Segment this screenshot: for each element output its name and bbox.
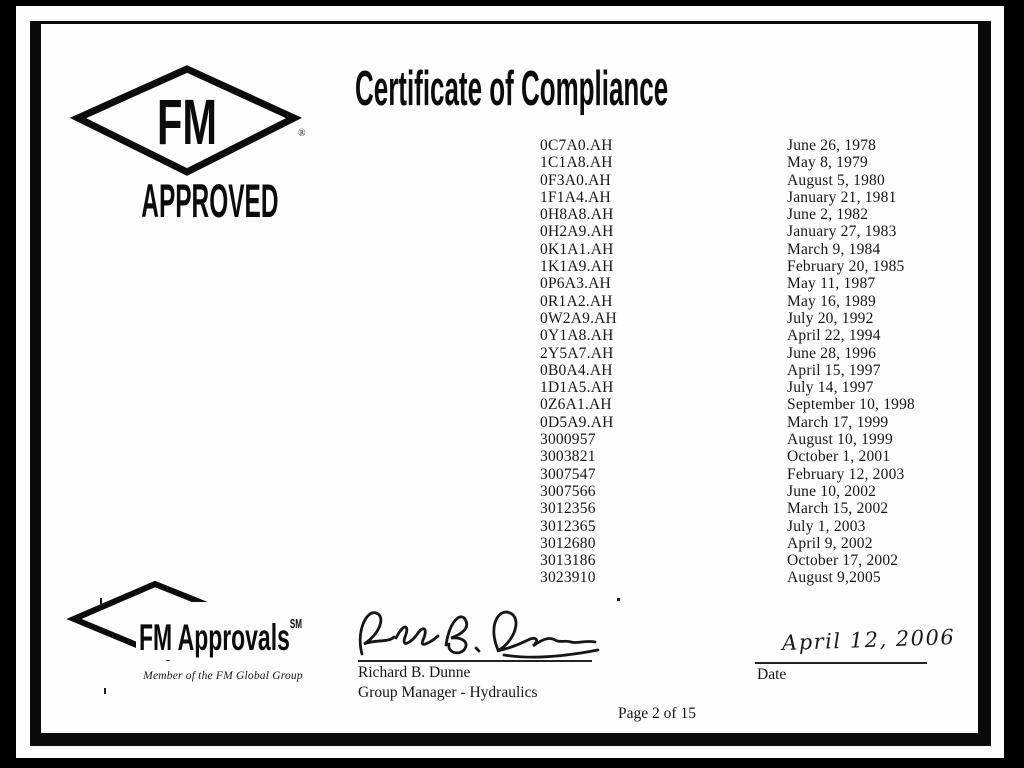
certificate-id: 3003821 — [540, 448, 596, 466]
certificate-date: August 9,2005 — [787, 569, 881, 587]
certificate-row — [540, 431, 915, 448]
certificate-row — [540, 362, 915, 379]
certificate-id: 3012356 — [540, 500, 596, 518]
certificate-date: June 28, 1996 — [787, 344, 877, 362]
certificate-id: 0H2A9.AH — [540, 223, 614, 241]
certificate-row — [540, 379, 915, 396]
certificate-row — [540, 223, 915, 240]
certificate-id: 0P6A3.AH — [540, 275, 611, 293]
signer-role: Group Manager - Hydraulics — [358, 684, 538, 701]
certificate-row — [540, 518, 915, 535]
certificate-date: October 17, 2002 — [787, 552, 899, 570]
page-title: Certificate of Compliance — [355, 62, 669, 116]
certificate-row — [540, 414, 915, 431]
approved-label-wrap — [78, 174, 308, 227]
certificate-row — [540, 345, 915, 362]
page-title-wrap — [355, 62, 946, 116]
certificate-date: September 10, 1998 — [787, 396, 916, 414]
certificate-date: August 5, 1980 — [787, 171, 885, 189]
scan-speck — [104, 688, 106, 694]
certificate-row — [540, 241, 915, 258]
certificate-row — [540, 569, 915, 586]
certificate-id: 1K1A9.AH — [540, 258, 614, 276]
compliance-list — [540, 137, 915, 587]
certificate-row — [540, 275, 915, 292]
certificate-date: May 8, 1979 — [787, 154, 868, 172]
scan-speck — [617, 598, 620, 601]
certificate-date: March 17, 1999 — [787, 413, 889, 431]
fm-global-tagline: Member of the FM Global Group — [143, 670, 303, 682]
date-label: Date — [757, 666, 787, 683]
certificate-date: April 9, 2002 — [787, 534, 873, 552]
certificate-date: January 27, 1983 — [787, 223, 897, 241]
certificate-id: 1F1A4.AH — [540, 188, 611, 206]
certificate-row — [540, 327, 915, 344]
scan-speck — [100, 598, 102, 604]
certificate-id: 0C7A0.AH — [540, 137, 613, 154]
approved-label: APPROVED — [141, 174, 279, 227]
fm-logo-text: FM — [157, 86, 217, 158]
certificate-date: July 20, 1992 — [787, 309, 874, 327]
certificate-date: July 14, 1997 — [787, 379, 874, 397]
fm-approved-logo — [70, 64, 310, 180]
certificate-id: 3012365 — [540, 517, 596, 535]
certificate-date: May 11, 1987 — [787, 275, 876, 293]
certificate-row — [540, 258, 915, 275]
fm-approvals-wordmark — [139, 604, 302, 658]
certificate-id: 0Z6A1.AH — [540, 396, 612, 414]
certificate-id: 3000957 — [540, 431, 596, 449]
page-number: Page 2 of 15 — [618, 705, 696, 722]
certificate-date: June 2, 1982 — [787, 206, 869, 224]
handwritten-date: April 12, 2006 — [781, 624, 956, 656]
certificate-id: 2Y5A7.AH — [540, 344, 614, 362]
certificate-row — [540, 137, 915, 154]
certificate-date: February 12, 2003 — [787, 465, 905, 483]
certificate-date: February 20, 1985 — [787, 258, 905, 276]
certificate-row — [540, 172, 915, 189]
certificate-row — [540, 310, 915, 327]
certificate-date: May 16, 1989 — [787, 292, 876, 310]
registered-trademark-symbol: ® — [298, 128, 306, 139]
certificate-id: 0R1A2.AH — [540, 292, 613, 310]
certificate-date: January 21, 1981 — [787, 188, 897, 206]
certificate-date: August 10, 1999 — [787, 431, 893, 449]
certificate-row — [540, 500, 915, 517]
certificate-id: 3012680 — [540, 534, 596, 552]
certificate-id: 3013186 — [540, 552, 596, 570]
certificate-date: June 26, 1978 — [787, 137, 877, 154]
certificate-date: March 15, 2002 — [787, 500, 889, 518]
certificate-date: March 9, 1984 — [787, 240, 881, 258]
certificate-id: 0Y1A8.AH — [540, 327, 614, 345]
certificate-row — [540, 154, 915, 171]
certificate-row — [540, 552, 915, 569]
certificate-date: June 10, 2002 — [787, 482, 877, 500]
certificate-id: 1D1A5.AH — [540, 379, 614, 397]
certificate-row — [540, 206, 915, 223]
certificate-id: 0F3A0.AH — [540, 171, 611, 189]
certificate-id: 0B0A4.AH — [540, 361, 613, 379]
certificate-id: 1C1A8.AH — [540, 154, 613, 172]
certificate-id: 0W2A9.AH — [540, 309, 617, 327]
certificate-row — [540, 466, 915, 483]
certificate-date: July 1, 2003 — [787, 517, 866, 535]
certificate-page — [16, 6, 1004, 758]
certificate-id: 0D5A9.AH — [540, 413, 614, 431]
certificate-row — [540, 293, 915, 310]
date-line — [755, 662, 927, 664]
certificate-row — [540, 483, 915, 500]
certificate-id: 0H8A8.AH — [540, 206, 614, 224]
certificate-row — [540, 396, 915, 413]
certificate-date: April 15, 1997 — [787, 361, 881, 379]
signer-name: Richard B. Dunne — [358, 664, 471, 681]
certificate-row — [540, 535, 915, 552]
certificate-id: 0K1A1.AH — [540, 240, 614, 258]
certificate-id: 3007547 — [540, 465, 596, 483]
signature-image — [352, 604, 604, 662]
fm-approvals-name: FM Approvals — [139, 617, 290, 658]
certificate-date: October 1, 2001 — [787, 448, 891, 466]
signature-line — [358, 660, 592, 662]
certificate-row — [540, 189, 915, 206]
certificate-id: 3007566 — [540, 482, 596, 500]
certificate-date: April 22, 1994 — [787, 327, 881, 345]
service-mark-symbol: SM — [289, 616, 302, 631]
certificate-id: 3023910 — [540, 569, 596, 587]
certificate-row — [540, 448, 915, 465]
